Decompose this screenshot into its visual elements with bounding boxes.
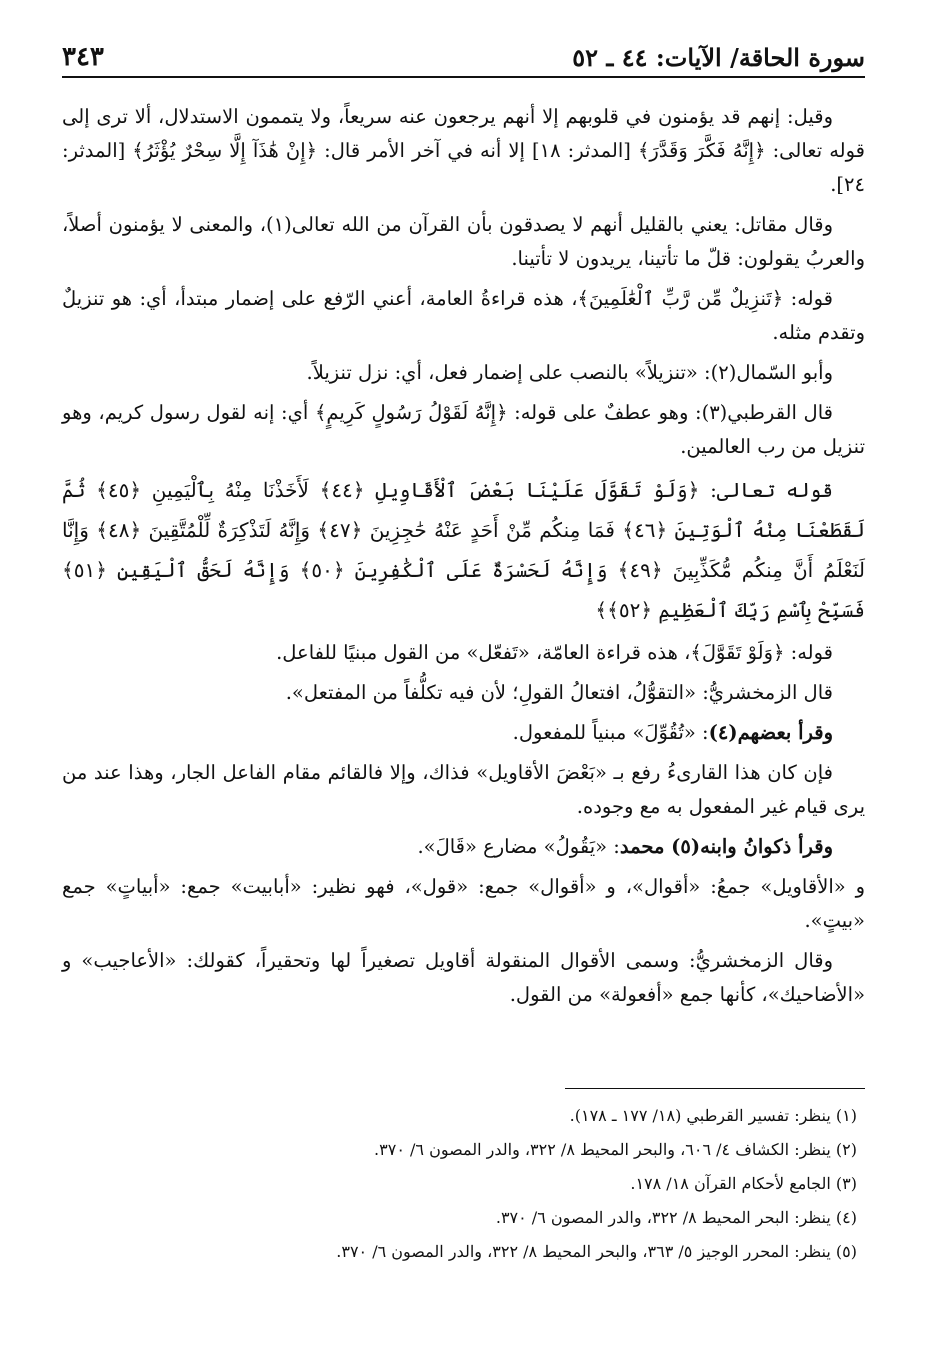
- bold-lead: وقرأ بعضهم(٤): [708, 721, 833, 744]
- paragraph: قوله: ﴿تَنزِيلٌ مِّن رَّبِّ ٱلْعَٰلَمِينَ﴾، هذه قراءةُ العامة، أعني الرّفع على إضمار مبتدأ، أي: هو تنزيلٌ وتقدم مثله.: [62, 287, 865, 344]
- footnote: (٢) ينظر: الكشاف ٤/ ٦٠٦، والبحر المحيط ٨/ ٣٢٢، والدر المصون ٦/ ٣٧٠.: [374, 1140, 857, 1159]
- bold-paragraph: [62, 716, 865, 750]
- running-title: سورة الحاقة/ الآيات: ٤٤ ـ ٥٢: [572, 43, 865, 72]
- body-text: [62, 100, 865, 1012]
- paragraph: وقيل: إنهم قد يؤمنون في قلوبهم إلا أنهم يرجعون عنه سريعاً، ولا يتممون الاستدلال، ألا ترى إلى قوله تعالى: ﴿إِنَّهُ فَكَّرَ وَقَدَّرَ﴾ [المدثر: ١٨] إلا أنه في آخر الأمر قال: ﴿إِنْ هَٰذَآ إِلَّا سِحْرٌ يُؤْثَرُ﴾ [المدثر: ٢٤].: [62, 105, 865, 196]
- bold-lead: وقرأ ذكوانُ وابنه(٥) محمد: [619, 835, 833, 858]
- paragraph: وقال الزمخشريُّ: وسمى الأقوال المنقولة أقاويل تصغيراً لها وتحقيراً، كقولك: «الأعاجيب» و «الأضاحيك»، كأنها جمع «أفعولة» من القول.: [62, 949, 865, 1006]
- footnote: (٣) الجامع لأحكام القرآن ١٨/ ١٧٨.: [630, 1174, 857, 1193]
- page-number: ٣٤٣: [62, 42, 104, 72]
- paragraph-rest: : «يَقُولُ» مضارع «قَالَ».: [417, 835, 620, 858]
- footnote: (١) ينظر: تفسير القرطبي (١٨/ ١٧٧ ـ ١٧٨).: [569, 1106, 857, 1125]
- paragraph: قال القرطبي(٣): وهو عطفٌ على قوله: ﴿إِنَّهُ لَقَوْلُ رَسُولٍ كَرِيمٍ﴾ أي: إنه لقول رسول كريم، وهو تنزيل من رب العالمين.: [62, 401, 865, 458]
- footnote: (٥) ينظر: المحرر الوجيز ٥/ ٣٦٣، والبحر المحيط ٨/ ٣٢٢، والدر المصون ٦/ ٣٧٠.: [336, 1242, 857, 1261]
- running-header: [62, 40, 865, 78]
- footnotes: [62, 1088, 865, 1269]
- quran-verses-block: قوله تعالى: ﴿وَلَوْ تَقَوَّلَ عَلَيْنَا بَعْضَ ٱلْأَقَاوِيلِ ﴿٤٤﴾ لَأَخَذْنَا مِنْهُ بِٱلْيَمِينِ ﴿٤٥﴾ ثُمَّ لَقَطَعْنَا مِنْهُ ٱلْوَتِينَ ﴿٤٦﴾ فَمَا مِنكُم مِّنْ أَحَدٍ عَنْهُ حَٰجِزِينَ ﴿٤٧﴾ وَإِنَّهُ لَتَذْكِرَةٌ لِّلْمُتَّقِينَ ﴿٤٨﴾ وَإِنَّا لَنَعْلَمُ أَنَّ مِنكُم مُّكَذِّبِينَ ﴿٤٩﴾ وَإِنَّهُ لَحَسْرَةٌ عَلَى ٱلْكَٰفِرِينَ ﴿٥٠﴾ وَإِنَّهُ لَحَقُّ ٱلْيَقِينِ ﴿٥١﴾ فَسَبِّحْ بِٱسْمِ رَبِّكَ ٱلْعَظِيمِ ﴿٥٢﴾﴾: [62, 478, 866, 622]
- footnote: (٤) ينظر: البحر المحيط ٨/ ٣٢٢، والدر المصون ٦/ ٣٧٠.: [495, 1208, 857, 1227]
- paragraph: قوله: ﴿وَلَوْ تَقَوَّلَ﴾، هذه قراءة العامّة، «تَفعّل» من القول مبنيًا للفاعل.: [276, 641, 833, 664]
- paragraph: و «الأقاويل» جمعُ: «أقوال»، و «أقوال» جمع: «قول»، فهو نظير: «أبابيت» جمع: «أبياتٍ» جمع «بيتٍ».: [62, 875, 865, 932]
- footnote-divider: [565, 1088, 865, 1089]
- paragraph: وقال مقاتل: يعني بالقليل أنهم لا يصدقون بأن القرآن من الله تعالى(١)، والمعنى لا يؤمنون أصلاً، والعربُ يقولون: قلّ ما تأتينا، يريدون لا تأتينا.: [62, 213, 865, 270]
- paragraph: قال الزمخشريُّ: «التقوُّلُ، افتعالُ القولِ؛ لأن فيه تكلُّفاً من المفتعل».: [285, 681, 833, 704]
- paragraph: فإن كان هذا القارىءُ رفع بـ «بَعْضَ الأقاويل» فذاك، وإلا فالقائم مقام الفاعل الجار، وهذا عند من يرى قيام غير المفعول به مع وجوده.: [62, 761, 865, 818]
- paragraph-rest: : «تُقُوِّلَ» مبنياً للمفعول.: [512, 721, 709, 744]
- paragraph: وأبو السّمال(٢): «تنزيلاً» بالنصب على إضمار فعل، أي: نزل تنزيلاً.: [306, 361, 833, 384]
- bold-paragraph: [62, 830, 865, 864]
